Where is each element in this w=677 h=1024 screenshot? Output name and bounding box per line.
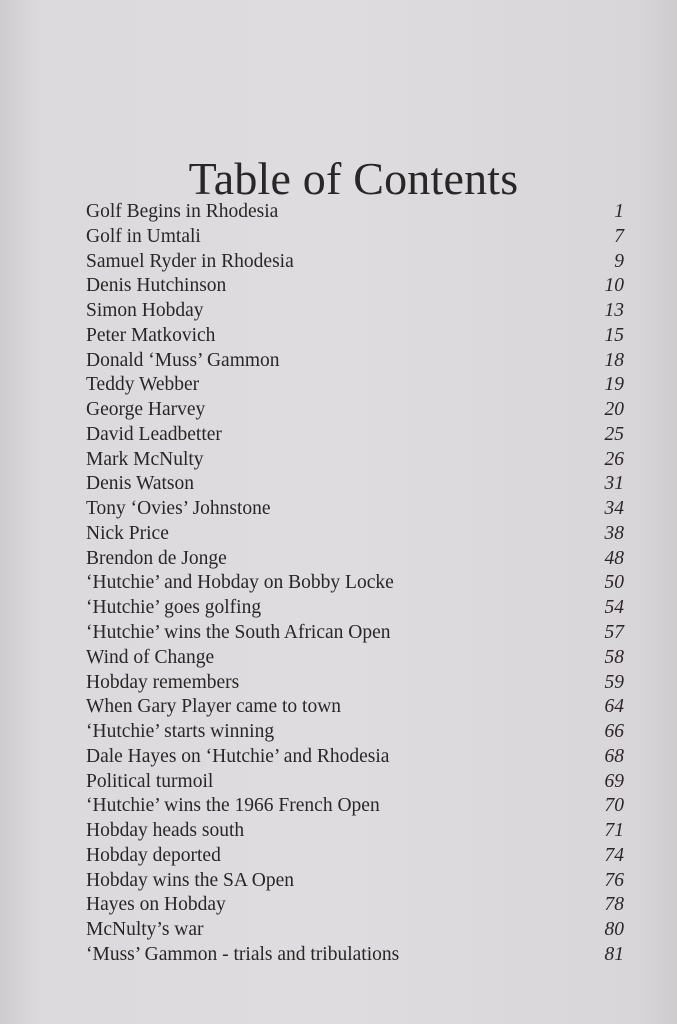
toc-entry-title: Peter Matkovich: [86, 324, 216, 346]
page-title: Table of Contents: [188, 152, 519, 204]
toc-entry-page-number: 70: [604, 795, 624, 817]
toc-entry-page-number: 64: [604, 696, 624, 718]
toc-entry-page-number: 59: [604, 671, 624, 693]
toc-entry-title: Donald ‘Muss’ Gammon: [86, 349, 280, 371]
toc-entry-title: ‘Muss’ Gammon - trials and tribulations: [86, 943, 400, 965]
toc-entry: [86, 398, 626, 423]
toc-entry-page-number: 74: [604, 844, 624, 866]
toc-entry: [86, 571, 626, 596]
toc-entry: [86, 794, 626, 819]
toc-entry-title: ‘Hutchie’ wins the 1966 French Open: [86, 795, 380, 817]
toc-entry-page-number: 34: [604, 498, 624, 520]
toc-entry-title: ‘Hutchie’ wins the South African Open: [86, 622, 391, 644]
toc-entry-title: Dale Hayes on ‘Hutchie’ and Rhodesia: [86, 745, 390, 767]
toc-entry-page-number: 57: [604, 622, 624, 644]
toc-entry: [86, 299, 626, 324]
toc-entry: [86, 472, 626, 497]
toc-entry-title: Teddy Webber: [86, 374, 200, 396]
toc-entry-title: Mark McNulty: [86, 448, 204, 470]
toc-entry-page-number: 19: [604, 374, 624, 396]
toc-entry: [86, 497, 626, 522]
toc-entry-title: Hobday wins the SA Open: [86, 869, 294, 891]
toc-entry-page-number: 25: [604, 423, 624, 445]
toc-entry-page-number: 69: [604, 770, 624, 792]
toc-entry-page-number: 71: [604, 820, 624, 842]
toc-entry-title: Tony ‘Ovies’ Johnstone: [86, 498, 271, 520]
toc-entry-title: Hayes on Hobday: [86, 894, 226, 916]
toc-entry-page-number: 50: [604, 572, 624, 594]
toc-entry-page-number: 58: [604, 646, 624, 668]
toc-entry-title: When Gary Player came to town: [86, 696, 342, 718]
toc-entry: [86, 423, 626, 448]
toc-entry: [86, 819, 626, 844]
toc-entry: [86, 596, 626, 621]
toc-entry-page-number: 18: [604, 349, 624, 371]
toc-entry: [86, 745, 626, 770]
toc-entry-page-number: 48: [604, 547, 624, 569]
toc-entry: [86, 225, 626, 250]
toc-entry-title: Nick Price: [86, 522, 169, 544]
toc-entry-page-number: 38: [604, 522, 624, 544]
toc-entry-page-number: 68: [604, 745, 624, 767]
toc-entry: [86, 695, 626, 720]
toc-entry: [86, 844, 626, 869]
toc-entry: [86, 200, 626, 225]
toc-entry-title: Brendon de Jonge: [86, 547, 227, 569]
toc-entry-title: ‘Hutchie’ starts winning: [86, 721, 275, 743]
toc-entry-title: Political turmoil: [86, 770, 214, 792]
toc-entry-title: Simon Hobday: [86, 300, 204, 322]
toc-entry: [86, 324, 626, 349]
toc-entry-title: Denis Hutchinson: [86, 275, 227, 297]
toc-entry: [86, 522, 626, 547]
toc-entry: [86, 869, 626, 894]
toc-entry: [86, 547, 626, 572]
toc-entry-title: Wind of Change: [86, 646, 215, 668]
toc-entry-title: Hobday heads south: [86, 820, 245, 842]
toc-entry-page-number: 26: [604, 448, 624, 470]
toc-entry-title: Golf in Umtali: [86, 225, 201, 247]
toc-entry: [86, 671, 626, 696]
toc-entry: [86, 943, 626, 968]
toc-entry: [86, 918, 626, 943]
toc-entry-title: Samuel Ryder in Rhodesia: [86, 250, 294, 272]
toc-entry-title: George Harvey: [86, 399, 206, 421]
toc-entry-page-number: 80: [604, 919, 624, 941]
toc-entry-page-number: 54: [604, 597, 624, 619]
toc-entry-page-number: 66: [604, 721, 624, 743]
toc-entry-page-number: 78: [604, 894, 624, 916]
toc-entry-page-number: 1: [614, 201, 624, 222]
toc-entry: [86, 893, 626, 918]
toc-entry: [86, 448, 626, 473]
toc-entry: [86, 373, 626, 398]
toc-list: [86, 200, 626, 968]
toc-entry: [86, 349, 626, 374]
toc-entry: [86, 770, 626, 795]
toc-entry: [86, 250, 626, 275]
toc-entry-title: David Leadbetter: [86, 423, 222, 445]
toc-entry-page-number: 20: [604, 399, 624, 421]
toc-entry-title: ‘Hutchie’ and Hobday on Bobby Locke: [86, 572, 394, 594]
toc-entry: [86, 646, 626, 671]
toc-entry-page-number: 81: [604, 943, 624, 965]
toc-entry-title: Hobday deported: [86, 844, 221, 866]
toc-entry-page-number: 7: [614, 225, 624, 247]
toc-entry-title: McNulty’s war: [86, 919, 204, 941]
toc-entry-page-number: 13: [604, 300, 624, 322]
toc-entry-page-number: 76: [604, 869, 624, 891]
toc-entry: [86, 720, 626, 745]
toc-entry-page-number: 31: [604, 473, 624, 495]
toc-entry-title: Hobday remembers: [86, 671, 240, 693]
toc-entry-page-number: 15: [604, 324, 624, 346]
toc-entry: [86, 621, 626, 646]
toc-entry-title: ‘Hutchie’ goes golfing: [86, 597, 262, 619]
toc-entry: [86, 274, 626, 299]
toc-entry-title: Golf Begins in Rhodesia: [86, 201, 279, 222]
toc-entry-page-number: 10: [604, 275, 624, 297]
toc-entry-page-number: 9: [614, 250, 624, 272]
toc-entry-title: Denis Watson: [86, 473, 195, 495]
